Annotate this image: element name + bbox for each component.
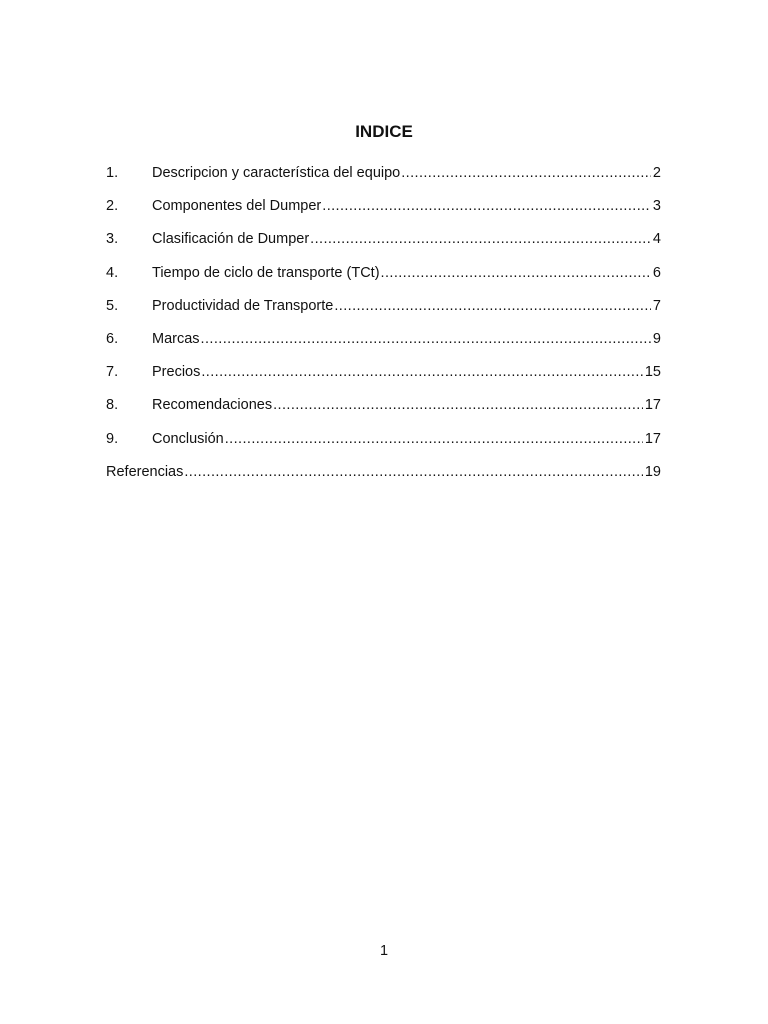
toc-entry-number: 9. bbox=[106, 430, 119, 447]
toc-entry-page: 19 bbox=[644, 463, 661, 480]
toc-entry-label: Componentes del Dumper bbox=[152, 198, 322, 215]
toc-entry[interactable] bbox=[106, 227, 661, 260]
toc-entry-number: 4. bbox=[106, 264, 119, 281]
toc-dot-leader bbox=[201, 327, 651, 351]
toc-entry-label: Referencias bbox=[106, 463, 184, 480]
toc-entry-page: 9 bbox=[652, 330, 661, 347]
toc-dot-leader bbox=[273, 393, 643, 417]
toc-entry-number: 2. bbox=[106, 198, 119, 215]
toc-entry-label: Clasificación de Dumper bbox=[152, 231, 310, 248]
toc-entry-page: 3 bbox=[652, 198, 661, 215]
toc-entry-page: 2 bbox=[652, 165, 661, 181]
toc-dot-leader bbox=[322, 194, 651, 218]
toc-entry[interactable] bbox=[106, 261, 661, 294]
toc-entry-number: 7. bbox=[106, 364, 119, 381]
toc-dot-leader bbox=[201, 360, 643, 384]
toc-entry[interactable] bbox=[106, 427, 661, 460]
toc-entry-label: Recomendaciones bbox=[152, 397, 273, 414]
toc-entry-label: Tiempo de ciclo de transporte (TCt) bbox=[152, 264, 380, 281]
toc-entry-number: 6. bbox=[106, 330, 119, 347]
toc-entry-label: Productividad de Transporte bbox=[152, 297, 334, 314]
table-of-contents bbox=[106, 161, 661, 493]
toc-dot-leader bbox=[310, 227, 651, 251]
toc-entry[interactable] bbox=[106, 294, 661, 327]
toc-entry-label: Conclusión bbox=[152, 430, 224, 447]
toc-entry-number: 1. bbox=[106, 165, 119, 181]
toc-entry-label: Precios bbox=[152, 364, 201, 381]
toc-entry[interactable] bbox=[106, 360, 661, 393]
toc-dot-leader bbox=[225, 427, 643, 451]
toc-entry[interactable] bbox=[106, 393, 661, 426]
toc-dot-leader bbox=[184, 460, 642, 484]
toc-entry-label: Marcas bbox=[152, 330, 200, 347]
toc-entry-page: 17 bbox=[644, 430, 661, 447]
toc-entry[interactable] bbox=[106, 327, 661, 360]
toc-entry-page: 4 bbox=[652, 231, 661, 248]
toc-dot-leader bbox=[381, 261, 651, 285]
toc-entry[interactable] bbox=[106, 161, 661, 194]
toc-entry-number: 3. bbox=[106, 231, 119, 248]
toc-entry-number: 8. bbox=[106, 397, 119, 414]
toc-entry-page: 17 bbox=[644, 397, 661, 414]
toc-entry-references[interactable] bbox=[106, 460, 661, 493]
page-title: INDICE bbox=[355, 122, 413, 141]
page-number: 1 bbox=[379, 943, 389, 959]
toc-entry-page: 15 bbox=[644, 364, 661, 381]
toc-dot-leader bbox=[401, 161, 651, 185]
toc-entry[interactable] bbox=[106, 194, 661, 227]
toc-entry-label: Descripcion y característica del equipo bbox=[152, 165, 401, 181]
toc-entry-number: 5. bbox=[106, 297, 119, 314]
toc-dot-leader bbox=[334, 294, 651, 318]
toc-entry-page: 7 bbox=[652, 297, 661, 314]
toc-entry-page: 6 bbox=[652, 264, 661, 281]
